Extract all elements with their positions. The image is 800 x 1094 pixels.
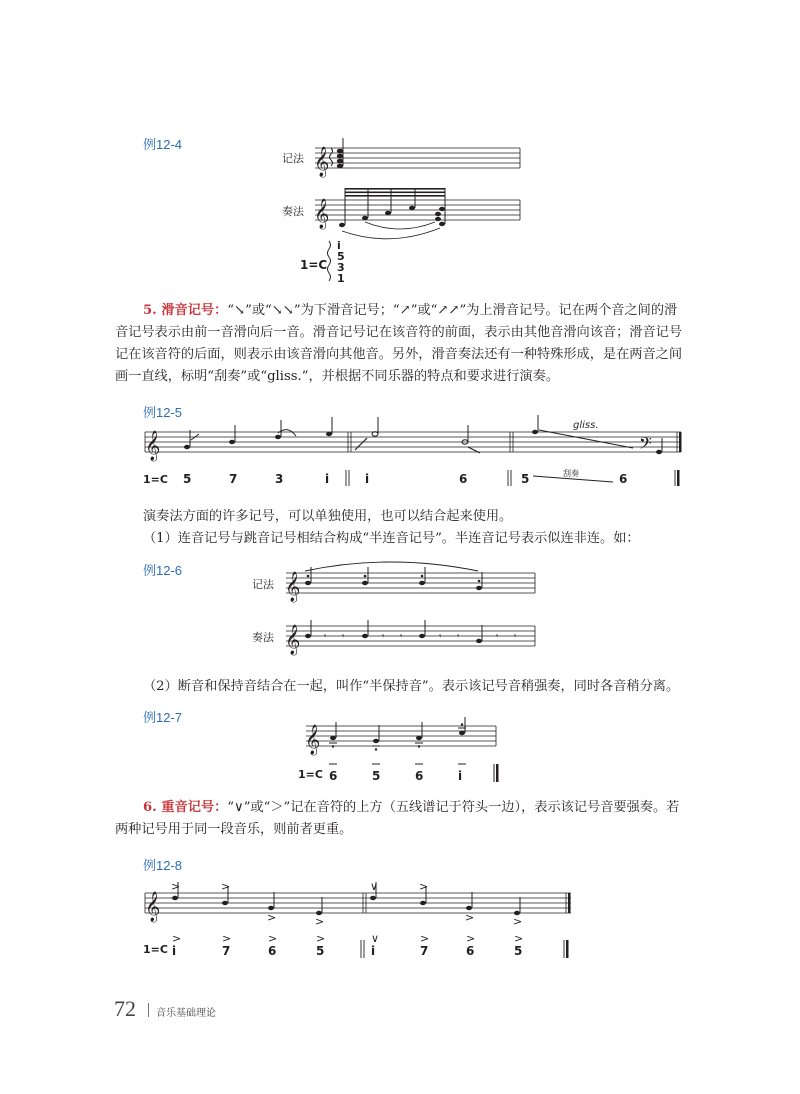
jianpu-note: i bbox=[172, 944, 177, 958]
jianpu-note: 7 bbox=[229, 472, 238, 486]
svg-text:∨: ∨ bbox=[371, 932, 380, 945]
grace-notes bbox=[339, 188, 446, 227]
jianpu-note: 6 bbox=[619, 472, 628, 486]
svg-text:>: > bbox=[514, 932, 524, 945]
jianpu-note: 5 bbox=[183, 472, 192, 486]
treble-clef-icon: 𝄞 bbox=[145, 892, 161, 922]
svg-text:>: > bbox=[222, 932, 232, 945]
svg-text:∨: ∨ bbox=[370, 880, 379, 893]
example-label-12-5: 例12-5 bbox=[143, 405, 183, 420]
svg-text:>: > bbox=[221, 880, 231, 893]
text-half-legato: （1）连音记号与跳音记号相结合构成“半连音记号”。半连音记号表示似连非连。如： bbox=[143, 531, 640, 546]
treble-clef-icon: 𝄞 bbox=[145, 431, 161, 461]
text-half-tenuto: （2）断音和保持音结合在一起，叫作“半保持音”。表示该记号音稍强奏，同时各音稍分离。 bbox=[143, 679, 680, 694]
gliss-label: gliss. bbox=[573, 420, 599, 431]
example-label-12-8: 例12-8 bbox=[143, 858, 183, 873]
svg-text:𝄾: 𝄾 bbox=[400, 632, 403, 642]
svg-text:𝄾: 𝄾 bbox=[496, 632, 499, 642]
label-notation: 记法 bbox=[282, 152, 304, 165]
section-6-paragraph bbox=[115, 797, 690, 841]
arpeggio-icon bbox=[328, 241, 331, 281]
jianpu-note: 5 bbox=[514, 944, 523, 958]
section-6-body: “∨”或“＞”记在音符的上方（五线谱记于符头一边），表示该记号音要强奏。若两种记号用于同一段音乐，则前者更重。 bbox=[115, 800, 680, 837]
label-notation: 记法 bbox=[252, 578, 274, 591]
jianpu-note: i bbox=[371, 944, 376, 958]
label-performance: 奏法 bbox=[252, 631, 274, 644]
score-12-7 bbox=[296, 720, 506, 785]
jianpu-note: 6 bbox=[268, 944, 277, 958]
page-number: 72 bbox=[114, 996, 136, 1021]
jianpu-note: 6 bbox=[415, 769, 424, 783]
svg-text:>: > bbox=[466, 932, 476, 945]
key-signature: 1=C bbox=[300, 258, 328, 272]
treble-clef-icon: 𝄞 bbox=[285, 572, 301, 602]
jianpu-note: 3 bbox=[337, 261, 345, 274]
jianpu-note: 5 bbox=[372, 769, 381, 783]
key-signature: 1=C bbox=[143, 943, 168, 956]
svg-text:𝄾: 𝄾 bbox=[324, 632, 327, 642]
svg-text:𝄾: 𝄾 bbox=[439, 632, 442, 642]
jianpu-note: i bbox=[365, 472, 370, 486]
jianpu-note: 7 bbox=[222, 944, 231, 958]
treble-clef-icon: 𝄞 bbox=[305, 725, 321, 755]
footer-divider bbox=[148, 1003, 149, 1017]
key-signature: 1=C bbox=[298, 768, 323, 781]
jianpu-note: 3 bbox=[275, 472, 284, 486]
jianpu-note: 5 bbox=[521, 472, 530, 486]
bass-clef-icon: 𝄢 bbox=[639, 433, 652, 457]
guazou-label: 刮奏 bbox=[563, 469, 579, 478]
jianpu-note: 6 bbox=[329, 769, 338, 783]
svg-text:>: > bbox=[419, 880, 429, 893]
svg-text:>: > bbox=[420, 932, 430, 945]
jianpu-note: i bbox=[337, 239, 341, 252]
svg-text:𝄾: 𝄾 bbox=[457, 632, 460, 642]
example-label-12-4: 例12-4 bbox=[143, 137, 183, 152]
treble-clef-icon: 𝄞 bbox=[314, 199, 330, 229]
score-12-4 bbox=[270, 138, 530, 288]
jianpu-note: i bbox=[458, 769, 463, 783]
jianpu-note: 1 bbox=[337, 272, 345, 285]
jianpu-note: 5 bbox=[316, 944, 325, 958]
score-12-8 bbox=[143, 878, 573, 963]
example-label-12-6: 例12-6 bbox=[143, 563, 183, 578]
text-combination: 演奏法方面的许多记号，可以单独使用，也可以结合起来使用。 bbox=[143, 509, 513, 524]
svg-text:>: > bbox=[465, 911, 475, 924]
jianpu-note: 6 bbox=[459, 472, 468, 486]
score-12-6 bbox=[250, 565, 540, 665]
svg-text:𝄾: 𝄾 bbox=[382, 632, 385, 642]
svg-text:𝄾: 𝄾 bbox=[514, 632, 517, 642]
section-5-body: “↘”或“↘↘”为下滑音记号；“↗”或“↗↗”为上滑音记号。记在两个音之间的滑音记号表示由前一音滑向后一音。滑音记号记在该音符的前面，表示由其他音滑向该音；滑音记号记在该音符的后面，则表示由该音滑向其他音。另外，滑音奏法还有一种特殊形成，是在两音之间画一直线，标明“刮奏”或“gliss.”，并根据不同乐器的特点和要求进行演奏。 bbox=[115, 303, 683, 384]
svg-text:>: > bbox=[513, 915, 523, 928]
svg-text:>: > bbox=[268, 932, 278, 945]
key-signature: 1=C bbox=[143, 473, 168, 486]
book-title: 音乐基础理论 bbox=[156, 1008, 216, 1019]
section-5-paragraph bbox=[115, 300, 690, 388]
svg-text:>: > bbox=[315, 915, 325, 928]
score-12-5 bbox=[143, 420, 683, 490]
treble-clef-icon: 𝄞 bbox=[314, 147, 330, 177]
jianpu-note: 6 bbox=[466, 944, 475, 958]
jianpu-note: i bbox=[325, 472, 330, 486]
example-label-12-7: 例12-7 bbox=[143, 710, 183, 725]
label-performance: 奏法 bbox=[282, 205, 304, 218]
svg-text:𝄾: 𝄾 bbox=[342, 632, 345, 642]
svg-text:>: > bbox=[171, 880, 181, 893]
treble-clef-icon: 𝄞 bbox=[285, 625, 301, 655]
jianpu-note: 7 bbox=[420, 944, 429, 958]
section-6-heading: 6. 重音记号： bbox=[143, 800, 228, 815]
jianpu-note: 5 bbox=[337, 250, 345, 263]
svg-text:>: > bbox=[316, 932, 326, 945]
section-5-heading: 5. 滑音记号： bbox=[143, 303, 228, 318]
svg-text:>: > bbox=[172, 932, 182, 945]
svg-text:>: > bbox=[267, 911, 277, 924]
